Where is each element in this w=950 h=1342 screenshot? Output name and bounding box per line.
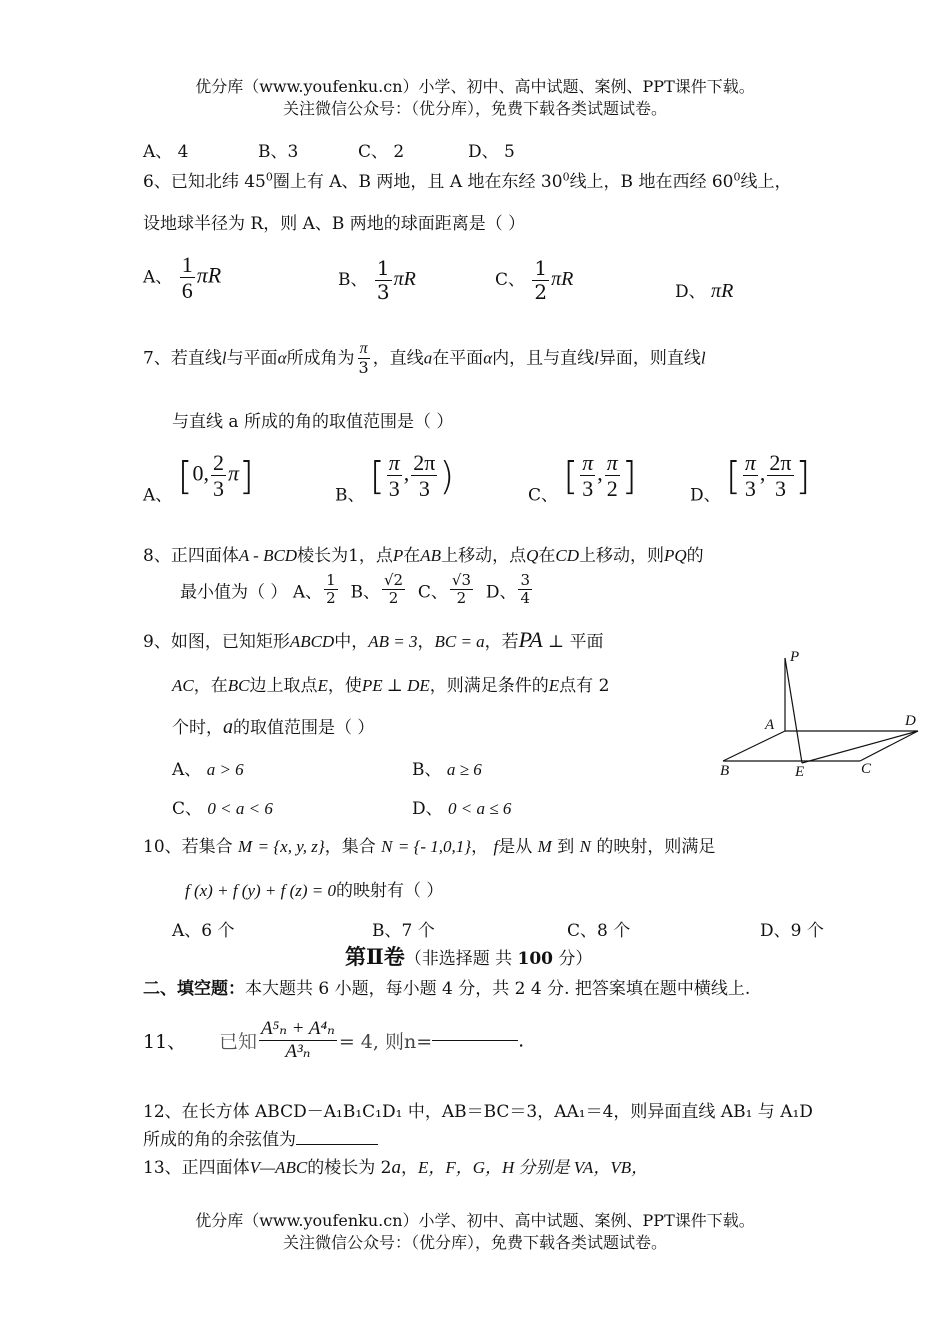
label-c: C [861, 761, 872, 777]
q7-option-b: B、 [ $\frac{\pi}{3}$ , $\frac{2\pi}{3}$ ) [335, 450, 455, 506]
q9-option-a: A、 a > 6 [172, 760, 244, 780]
q10-line-1: 10、若集合 M = {x, y, z}，集合 N = {- 1,0,1}， f是从 M 到 N 的映射，则满足 [143, 837, 716, 857]
fill-in-instructions: 二、填空题：本大题共 6 小题，每小题 4 分，共 2 4 分. 把答案填在题中横线上. [143, 979, 751, 999]
q11: 11、 已知 $\frac{\text{A⁵ₙ + A⁴ₙ}}{\text{A³ₙ}}$ = 4, 则n= . [143, 1018, 525, 1062]
q13-line: 13、正四面体V—ABC的棱长为 2a，E，F，G，H 分别是 VA，VB， [143, 1157, 649, 1178]
q7-line-2: 与直线 a 所成的角的取值范围是（ ） [172, 412, 454, 432]
segment-pe [785, 658, 802, 763]
q6-option-c: C、 $\frac{1}{2}$ πR [495, 256, 574, 304]
q9-option-d: D、 0 < a ≤ 6 [412, 799, 512, 819]
q9-line-3: 个时，a的取值范围是（ ） [172, 716, 375, 738]
segment-de [802, 731, 918, 763]
q6-option-d: D、 πR [675, 280, 734, 302]
footer-line-2: 关注微信公众号：（优分库），免费下载各类试题试卷。 [282, 1233, 667, 1252]
q7-option-d: D、 [ $\frac{\pi}{3}$ , $\frac{2\pi}{3}$ ] [690, 450, 811, 506]
q7-option-a: A、 [0, $\frac{2}{3}$ π] [143, 450, 254, 506]
section-2-title: 第Ⅱ卷（非选择题 共 100 分） [345, 944, 593, 969]
q10-option-b: B、7 个 [372, 921, 435, 941]
q6-option-b: B、 $\frac{1}{3}$ πR [338, 256, 416, 304]
q7-option-c: C、 [ $\frac{\pi}{3}$ , $\frac{\pi}{2}$ ] [528, 450, 637, 506]
q5-option-a: A、 4 [143, 142, 189, 162]
q8-line-2: 最小值为（ ） A、 $\frac{1}{2}$ B、 $\frac{√2}{2}$ C、 $\frac{√3}{2}$ D、 $\frac{3}{4}$ [180, 571, 530, 608]
q7-line-1: 7、若直线l与平面α所成角为 $\frac{\pi}{3}$ ，直线a在平面α内，且与直线l异面，则直线l [143, 340, 706, 378]
header-line-1: 优分库（www.youfenku.cn）小学、初中、高中试题、案例、PPT课件下载。 [195, 77, 755, 96]
segment-ab [723, 731, 785, 761]
footer-line-1: 优分库（www.youfenku.cn）小学、初中、高中试题、案例、PPT课件下载。 [195, 1211, 755, 1230]
label-b: B [720, 763, 730, 779]
label-d: D [905, 713, 916, 729]
q12-line-1: 12、在长方体 ABCD－A₁B₁C₁D₁ 中，AB＝BC＝3，AA₁＝4，则异面直线 AB₁ 与 A₁D [143, 1102, 813, 1122]
q6-option-a: A、 $\frac{1}{6}$ πR [143, 252, 222, 304]
label-p: P [790, 649, 800, 665]
q12-line-2: 所成的角的余弦值为 [143, 1125, 378, 1150]
q5-option-b: B、3 [258, 142, 299, 162]
q6-line-2: 设地球半径为 R，则 A、B 两地的球面距离是（ ） [143, 214, 526, 234]
q6-line-1: 6、已知北纬 $45^0$圈上有 A、B 两地，且 A 地在东经 $30^0$线上，B 地在西经 $60^0$线上， [143, 170, 792, 192]
header-line-2: 关注微信公众号：（优分库），免费下载各类试题试卷。 [282, 99, 667, 118]
label-e: E [795, 764, 805, 780]
q8-line-1: 8、正四面体A - BCD棱长为1，点P在AB上移动，点Q在CD上移动，则PQ的 [143, 546, 704, 566]
q9-line-1: 9、如图，已知矩形ABCD中，AB = 3，BC = a，若PA ⊥ 平面 [143, 627, 604, 652]
q10-option-c: C、8 个 [567, 921, 631, 941]
q9-figure [715, 645, 935, 785]
label-a: A [765, 717, 775, 733]
q10-line-2: f (x) + f (y) + f (z) = 0的映射有（ ） [185, 881, 444, 901]
q9-option-c: C、 0 < a < 6 [172, 799, 273, 819]
q5-option-c: C、 2 [358, 142, 405, 162]
q10-option-a: A、6 个 [172, 921, 235, 941]
segment-cd [860, 731, 918, 761]
q9-option-b: B、 a ≥ 6 [412, 760, 482, 780]
q10-option-d: D、9 个 [760, 921, 824, 941]
q5-option-d: D、 5 [468, 142, 515, 162]
q9-line-2: AC，在BC边上取点E，使PE ⊥ DE，则满足条件的E点有 2 [172, 676, 610, 696]
